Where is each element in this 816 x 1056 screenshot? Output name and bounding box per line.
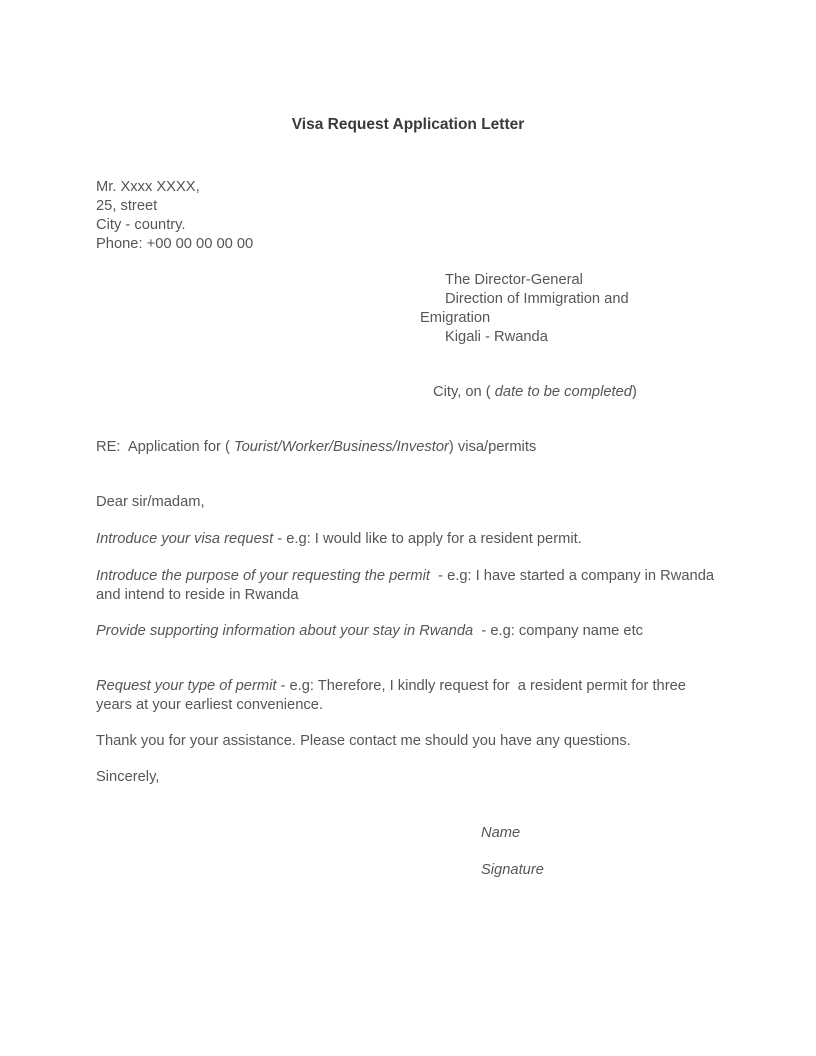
paragraph-2-example: - e.g: I have started a company in Rwanda and intend to reside in Rwanda bbox=[96, 568, 719, 603]
sender-street-line: 25, street bbox=[96, 198, 158, 214]
paragraph-3-example: - e.g: company name etc bbox=[473, 623, 644, 639]
body-paragraph-request bbox=[96, 677, 720, 715]
paragraph-4-example: - e.g: Therefore, I kindly request for a resident permit for three years at your earliest convenience. bbox=[96, 678, 691, 713]
paragraph-2-instruction: Introduce the purpose of your requesting the permit bbox=[96, 568, 430, 584]
recipient-department-line: Direction of Immigration and bbox=[445, 291, 629, 307]
salutation: Dear sir/madam, bbox=[96, 494, 205, 510]
sender-city-line: City - country. bbox=[96, 217, 186, 233]
date-line-suffix: ) bbox=[631, 384, 637, 400]
subject-line bbox=[96, 438, 720, 457]
paragraph-1-example: - e.g: I would like to apply for a resident permit. bbox=[273, 531, 582, 547]
date-line bbox=[96, 383, 720, 402]
recipient-department-wrap-line: Emigration bbox=[420, 310, 491, 326]
date-line-prefix: City, on ( bbox=[433, 384, 495, 400]
document-title: Visa Request Application Letter bbox=[291, 116, 525, 133]
paragraph-4-instruction: Request your type of permit bbox=[96, 678, 277, 694]
signature-block bbox=[96, 824, 720, 880]
sender-name-line: Mr. Xxxx XXXX, bbox=[96, 179, 200, 195]
body-paragraph-intro bbox=[96, 530, 720, 549]
body-paragraph-supporting-info bbox=[96, 622, 720, 641]
sender-phone-line: Phone: +00 00 00 00 00 bbox=[96, 236, 254, 252]
body-paragraph-purpose bbox=[96, 567, 720, 605]
recipient-city-line: Kigali - Rwanda bbox=[445, 329, 548, 345]
signature-label: Signature bbox=[481, 862, 544, 878]
closing-paragraph: Thank you for your assistance. Please contact me should you have any questions. bbox=[96, 733, 631, 749]
paragraph-1-instruction: Introduce your visa request bbox=[96, 531, 274, 547]
recipient-address-block bbox=[96, 271, 720, 347]
signature-name-label: Name bbox=[481, 825, 521, 841]
subject-prefix: RE: Application for ( bbox=[96, 439, 234, 455]
subject-suffix: ) visa/permits bbox=[448, 439, 537, 455]
signoff: Sincerely, bbox=[96, 769, 160, 785]
recipient-title-line: The Director-General bbox=[445, 272, 583, 288]
date-placeholder: date to be completed bbox=[494, 384, 632, 400]
visa-type-placeholder: Tourist/Worker/Business/Investor bbox=[233, 439, 449, 455]
sender-address-block bbox=[96, 178, 720, 254]
paragraph-3-instruction: Provide supporting information about your stay in Rwanda bbox=[96, 623, 474, 639]
